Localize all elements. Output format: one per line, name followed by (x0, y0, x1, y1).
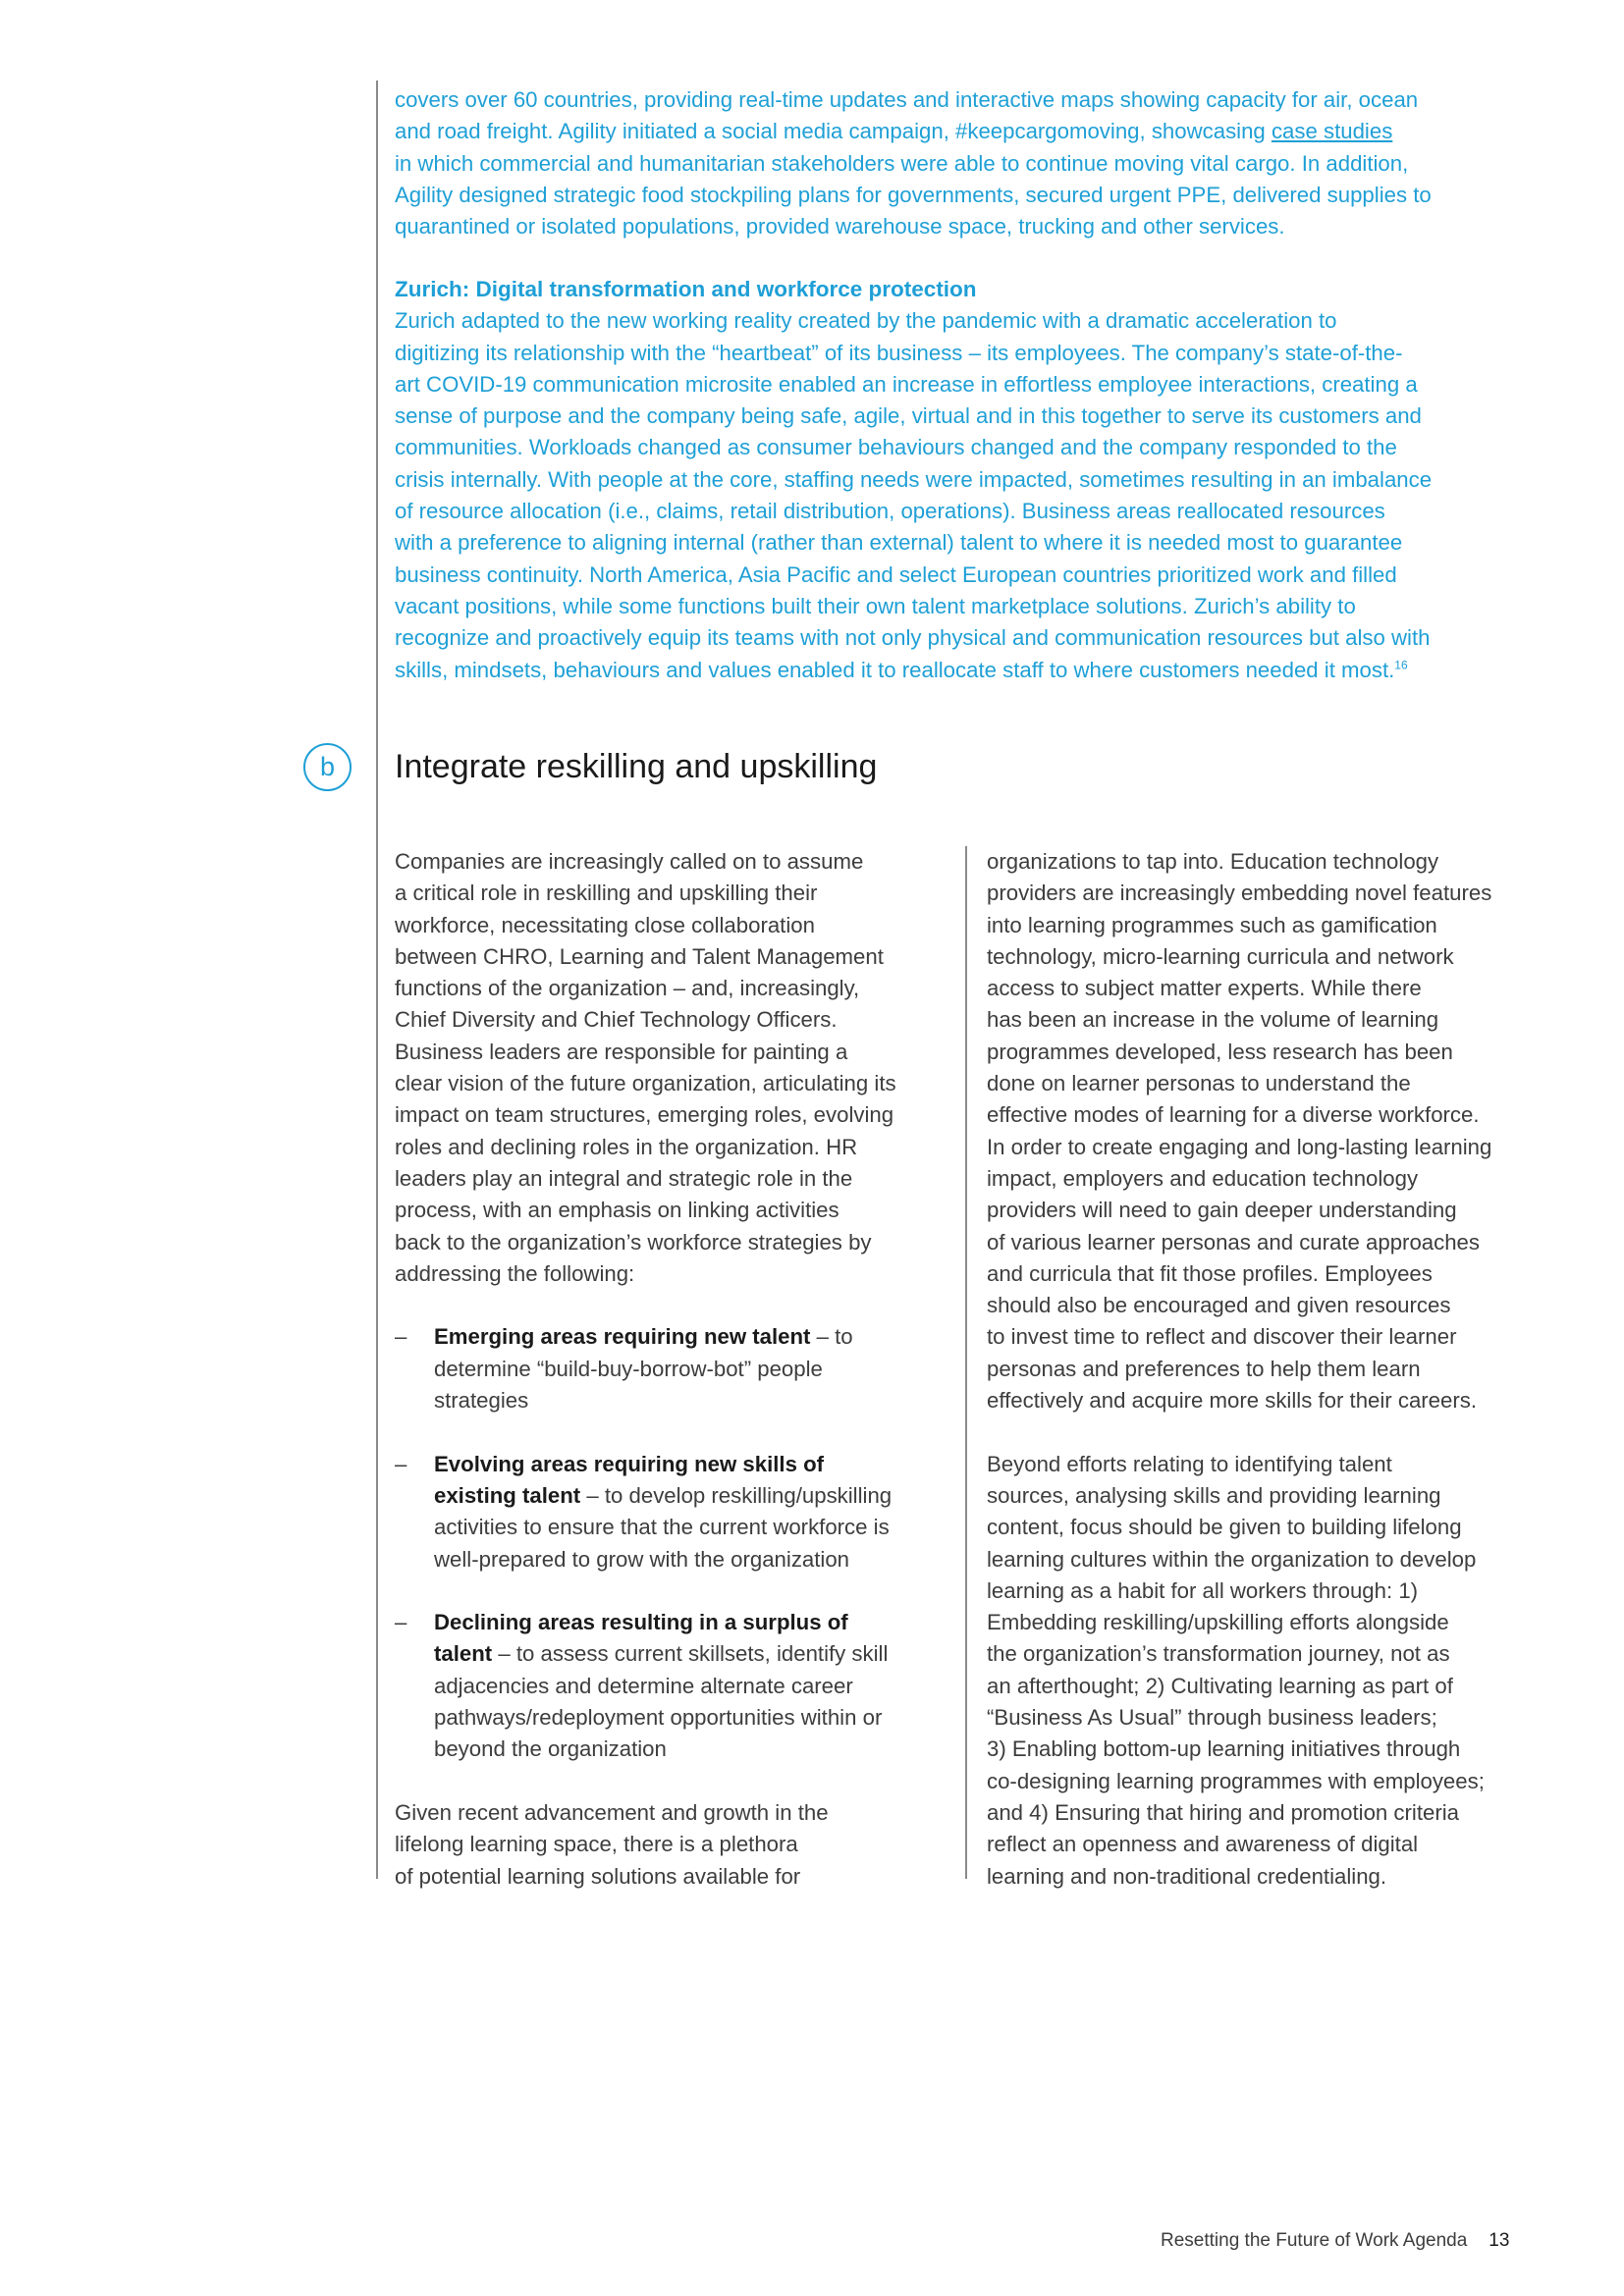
agility-paragraph (395, 84, 1553, 242)
case-studies-link[interactable]: case studies (1271, 119, 1393, 144)
bullet-declining-areas: – Declining areas resulting in a surplus of talent – to assess current skillsets, identify skill adjacencies and determine alternate career pathways/redeployment opportunities within or beyond the organization (395, 1607, 954, 1765)
bullet-dash: – (395, 1451, 407, 1476)
footer-title: Resetting the Future of Work Agenda (1161, 2230, 1468, 2251)
bullet-emerging-areas: – Emerging areas requiring new talent – to determine “build-buy-borrow-bot” people strategies (395, 1321, 954, 1416)
page-number: 13 (1489, 2230, 1510, 2251)
left-vertical-rule (376, 80, 378, 1879)
section-title: Integrate reskilling and upskilling (395, 748, 878, 785)
footnote-marker[interactable]: 16 (1394, 658, 1408, 672)
bullet-evolving-areas: – Evolving areas requiring new skills of existing talent – to develop reskilling/upskilling activities to ensure that the current workforce is well-prepared to grow with the organization (395, 1449, 954, 1575)
left-closing-paragraph: Given recent advancement and growth in the lifelong learning space, there is a plethora of potential learning solutions available for (395, 1799, 829, 1889)
page-footer (1161, 2229, 1509, 2253)
zurich-text: Zurich adapted to the new working reality created by the pandemic with a dramatic acceleration to digitizing its relationship with the “heartbeat” of its business – its employees. The company’s state-of-the- art COVID-19 communication microsite enabled an increase in effortless employee interactions, creating a sense of purpose and the company being safe, agile, virtual and in this together to serve its customers and communities. Workloads changed as consumer behaviours changed and the company responded to the crisis internally. With people at the core, staffing needs were impacted, sometimes resulting in an imbalance of resource allocation (i.e., claims, retail distribution, operations). Business areas reallocated resources with a preference to aligning internal (rather than external) talent to where it is needed most to guarantee business continuity. North America, Asia Pacific and select European countries prioritized work and filled vacant positions, while some functions built their own talent marketplace solutions. Zurich’s ability to recognize and proactively equip its teams with not only physical and communication resources but also with skills, mindsets, behaviours and values enabled it to reallocate staff to where customers needed it most.$^{16}$ (395, 308, 1433, 682)
section-badge: b (303, 743, 352, 791)
left-intro-paragraph: Companies are increasingly called on to assume a critical role in reskilling and upskilling their workforce, necessitating close collaboration between CHRO, Learning and Talent Management functions of the organization – and, increasingly, Chief Diversity and Chief Technology Officers. Business leaders are responsible for painting a clear vision of the future organization, articulating its impact on team structures, emerging roles, evolving roles and declining roles in the organization. HR leaders play an integral and strategic role in the process, with an emphasis on linking activities back to the organization’s workforce strategies by addressing the following: (395, 849, 896, 1286)
right-paragraph-1: organizations to tap into. Education technology providers are increasingly embedding novel features into learning programmes such as gamification technology, micro-learning curricula and network access to subject matter experts. While there has been an increase in the volume of learning programmes developed, less research has been done on learner personas to understand the effective modes of learning for a diverse workforce. In order to create engaging and long-lasting learning impact, employers and education technology providers will need to gain deeper understanding of various learner personas and curate approaches and curricula that fit those profiles. Employees should also be encouraged and given resources to invest time to reflect and discover their learner personas and preferences to help them learn effectively and acquire more skills for their careers. (987, 849, 1492, 1414)
bullet-dash: – (395, 1324, 407, 1350)
left-column (395, 846, 954, 1893)
right-paragraph-2: Beyond efforts relating to identifying talent sources, analysing skills and providing learning content, focus should be given to building lifelong learning cultures within the organization to develop learning as a habit for all workers through: 1) Embedding reskilling/upskilling efforts alongside the organization’s transformation journey, not as an afterthought; 2) Cultivating learning as part of “Business As Usual” through business leaders; 3) Enabling bottom-up learning initiatives through co-designing learning programmes with employees; and 4) Ensuring that hiring and promotion criteria reflect an openness and awareness of digital learning and non-traditional credentialing. (987, 1451, 1485, 1889)
column-divider-rule (965, 846, 967, 1879)
zurich-heading: Zurich: Digital transformation and workforce protection (395, 277, 977, 301)
bullet-dash: – (395, 1610, 407, 1635)
zurich-case-study (395, 274, 1553, 686)
right-column (987, 846, 1566, 1893)
agility-text: covers over 60 countries, providing real-time updates and interactive maps showing capacity for air, ocean and road freight. Agility initiated a social media campaign, #keepcargomoving, showcasing case studies in which commercial and humanitarian stakeholders were able to continue moving vital cargo. In addition, Agility designed strategic food stockpiling plans for governments, secured urgent PPE, delivered supplies to quarantined or isolated populations, provided warehouse space, trucking and other services. (395, 87, 1432, 240)
